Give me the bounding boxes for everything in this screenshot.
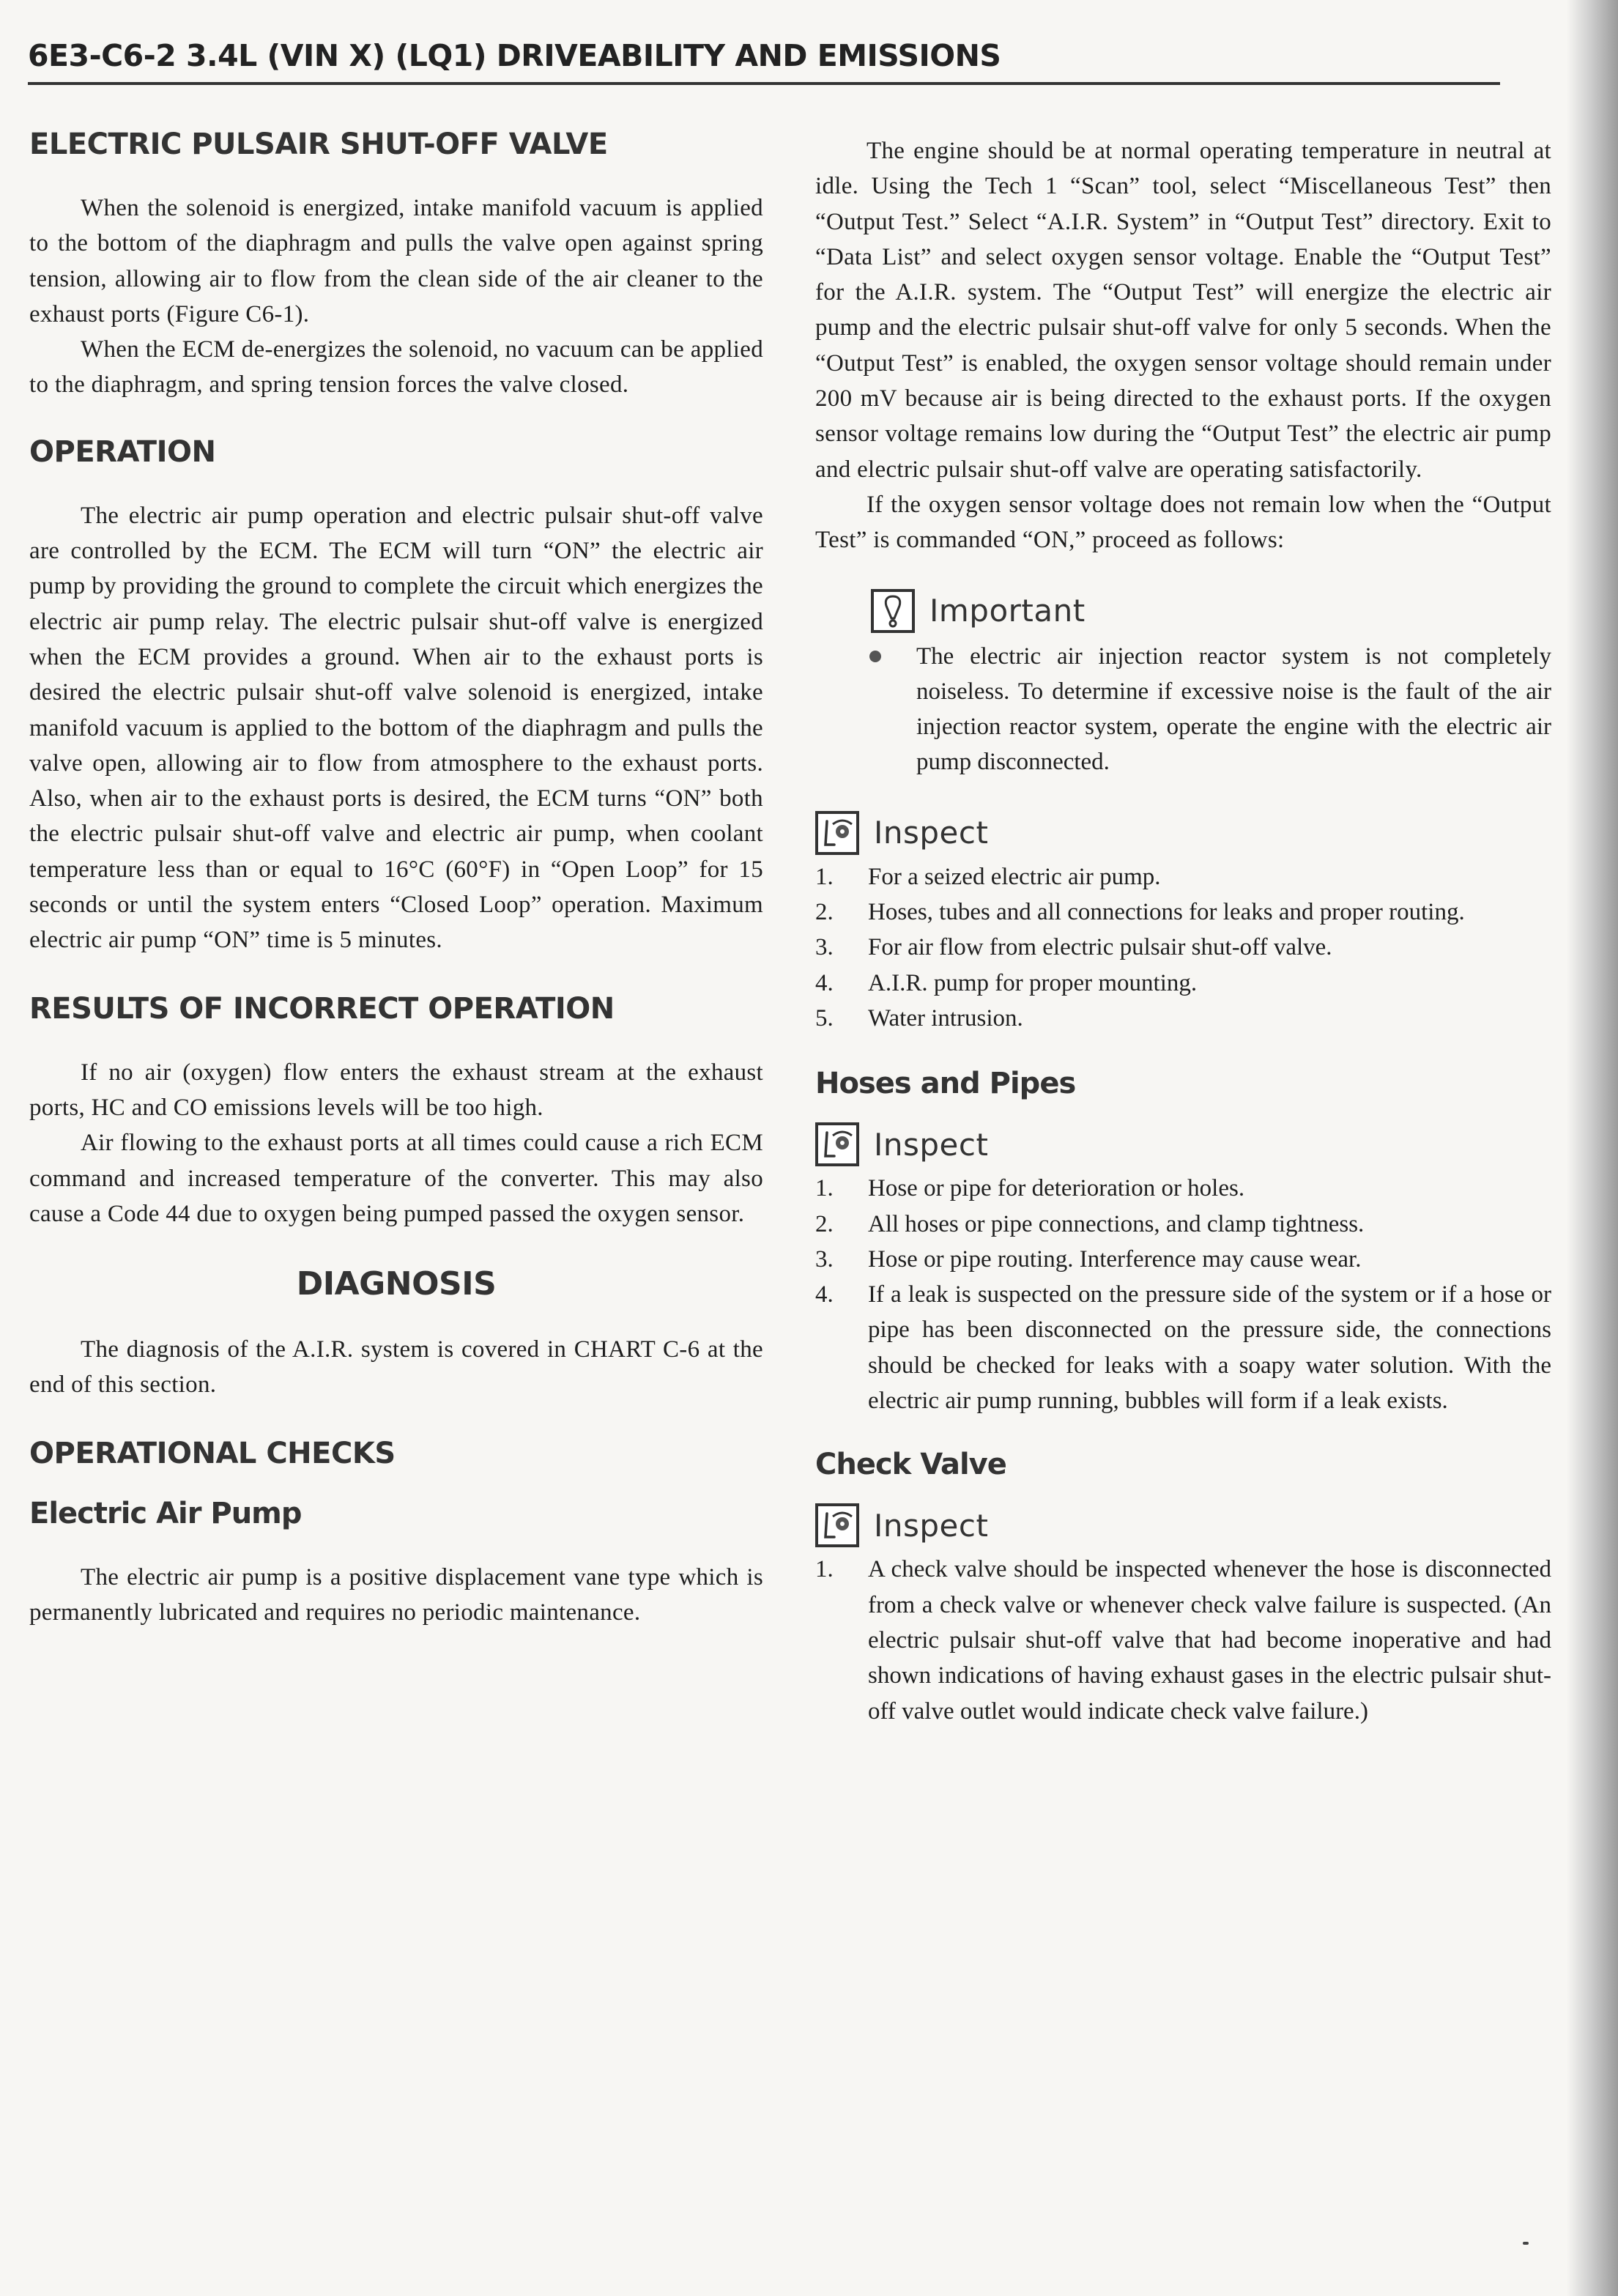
inspect-callout-header — [815, 1503, 1551, 1547]
inspect-callout-hoses — [815, 1122, 1551, 1418]
bullet-icon — [864, 639, 916, 780]
inspect-callout-check-valve — [815, 1503, 1551, 1728]
paragraph: If the oxygen sensor voltage does not remain low when the “Output Test” is commanded “ON,” proceed as follows: — [815, 491, 1551, 554]
inspect-callout-header — [815, 1122, 1551, 1166]
page-header: 6E3-C6-2 3.4L (VIN X) (LQ1) DRIVEABILITY AND EMISSIONS — [28, 38, 1001, 73]
list-item: The electric air injection reactor system is not completely noiseless. To determine if excessive noise is the fault of the air injection reactor system, operate the engine with the electric air pump disconnected. — [864, 639, 1551, 780]
list-item: 2. Hoses, tubes and all connections for leaks and proper routing. — [815, 899, 1465, 926]
paragraph: If no air (oxygen) flow enters the exhaust stream at the exhaust ports, HC and CO emissions levels will be too high. — [29, 1059, 763, 1121]
callout-title: Inspect — [874, 1507, 989, 1544]
inspect-eye-icon — [815, 1503, 859, 1547]
important-callout-header — [871, 589, 1551, 633]
paragraph: When the ECM de-energizes the solenoid, no vacuum can be applied to the diaphragm, and spring tension forces the valve closed. — [29, 336, 763, 399]
paragraph: The diagnosis of the A.I.R. system is covered in CHART C-6 at the end of this section. — [29, 1336, 763, 1399]
callout-title: Important — [929, 593, 1086, 629]
inspect-steps — [815, 1171, 1551, 1418]
inspect-steps — [815, 859, 1551, 1036]
list-item: 3. For air flow from electric pulsair shut-off valve. — [815, 934, 1332, 961]
paragraph: The engine should be at normal operating temperature in neutral at idle. Using the Tech 1 “Scan” tool, select “Miscellaneous Test” then “Output Test.” Select “A.I.R. System” in “Output Test” directory. Exit to “Data List” and select oxygen sensor voltage. Enable the “Output Test” for the A.I.R. system. The “Output Test” will energize the electric air pump and the electric pulsair shut-off valve for only 5 seconds. When the “Output Test” is enabled, the oxygen sensor voltage should remain under 200 mV because air is being directed to the exhaust ports. If the oxygen sensor voltage remains low during the “Output Test” the electric air pump and electric pulsair shut-off valve are operating satisfactorily. — [815, 138, 1551, 483]
inspect-steps — [815, 1552, 1551, 1728]
subheading-hoses-and-pipes: Hoses and Pipes — [815, 1067, 1076, 1101]
section-heading-operational-checks: OPERATIONAL CHECKS — [29, 1436, 396, 1470]
header-rule — [28, 82, 1500, 85]
paragraph: The electric air pump operation and electric pulsair shut-off valve are controlled by the ECM. The ECM will turn “ON” the electric air pump by providing the ground to complete the circuit which energizes the electric air pump relay. The electric pulsair shut-off valve is energized when the ECM provides a ground. When air to the exhaust ports is desired the electric pulsair shut-off valve solenoid is energized, intake manifold vacuum is applied to the bottom of the diaphragm and pulls the valve open, allowing air to flow from atmosphere to the exhaust ports. Also, when air to the exhaust ports is desired, the ECM turns “ON” both the electric pulsair shut-off valve and electric air pump, when coolant temperature less than or equal to 16°C (60°F) in “Open Loop” for 15 seconds or until the system enters “Closed Loop” operation. Maximum electric air pump “ON” time is 5 minutes. — [29, 502, 763, 954]
paragraph: When the solenoid is energized, intake manifold vacuum is applied to the bottom of the diaphragm and pulls the valve open against spring tension, allowing air to flow from the clean side of the air cleaner to the exhaust ports (Figure C6-1). — [29, 195, 763, 327]
list-item: 4. If a leak is suspected on the pressure side of the system or if a hose or pipe has been disconnected on the pressure side, the connections should be checked for leaks with a soapy water solution. With the electric air pump running, bubbles will form if a leak exists. — [815, 1281, 1551, 1415]
inspect-eye-icon — [815, 1122, 859, 1166]
list-item: 4. A.I.R. pump for proper mounting. — [815, 969, 1198, 996]
right-column — [815, 133, 1551, 1729]
section-heading-diagnosis: DIAGNOSIS — [296, 1265, 497, 1303]
exclamation-icon — [871, 589, 915, 633]
inspect-callout-air-pump — [815, 811, 1551, 1036]
list-item: 1. For a seized electric air pump. — [815, 863, 1161, 890]
paragraph: The electric air pump is a positive displacement vane type which is permanently lubricated and requires no periodic maintenance. — [29, 1563, 763, 1626]
left-column — [29, 125, 763, 1630]
list-item: 2. All hoses or pipe connections, and clamp tightness. — [815, 1210, 1365, 1237]
section-heading-operation: OPERATION — [29, 434, 216, 469]
section-heading-results: RESULTS OF INCORRECT OPERATION — [29, 991, 615, 1026]
list-item: 5. Water intrusion. — [815, 1004, 1023, 1032]
page-edge-shadow — [1567, 0, 1618, 2296]
inspect-callout-header — [815, 811, 1551, 855]
paragraph: Air flowing to the exhaust ports at all times could cause a rich ECM command and increased temperature of the converter. This may also cause a Code 44 due to oxygen being pumped passed the oxygen sensor. — [29, 1130, 763, 1227]
list-item: 1. Hose or pipe for deterioration or holes. — [815, 1175, 1245, 1202]
inspect-eye-icon — [815, 811, 859, 855]
important-list — [864, 639, 1551, 780]
scan-artifact — [1523, 2242, 1529, 2245]
callout-title: Inspect — [874, 815, 989, 851]
subheading-check-valve: Check Valve — [815, 1448, 1006, 1482]
section-heading-pulsair: ELECTRIC PULSAIR SHUT-OFF VALVE — [29, 127, 608, 161]
callout-title: Inspect — [874, 1126, 989, 1163]
list-item: 3. Hose or pipe routing. Interference may cause wear. — [815, 1245, 1362, 1273]
subheading-electric-air-pump: Electric Air Pump — [29, 1496, 302, 1530]
important-callout — [871, 589, 1551, 780]
list-item: 1. A check valve should be inspected whenever the hose is disconnected from a check valve or whenever check valve failure is suspected. (An electric pulsair shut-off valve that had become inoperative and had shown indications of having exhaust gases in the electric pulsair shut-off valve outlet would indicate check valve failure.) — [815, 1556, 1551, 1725]
